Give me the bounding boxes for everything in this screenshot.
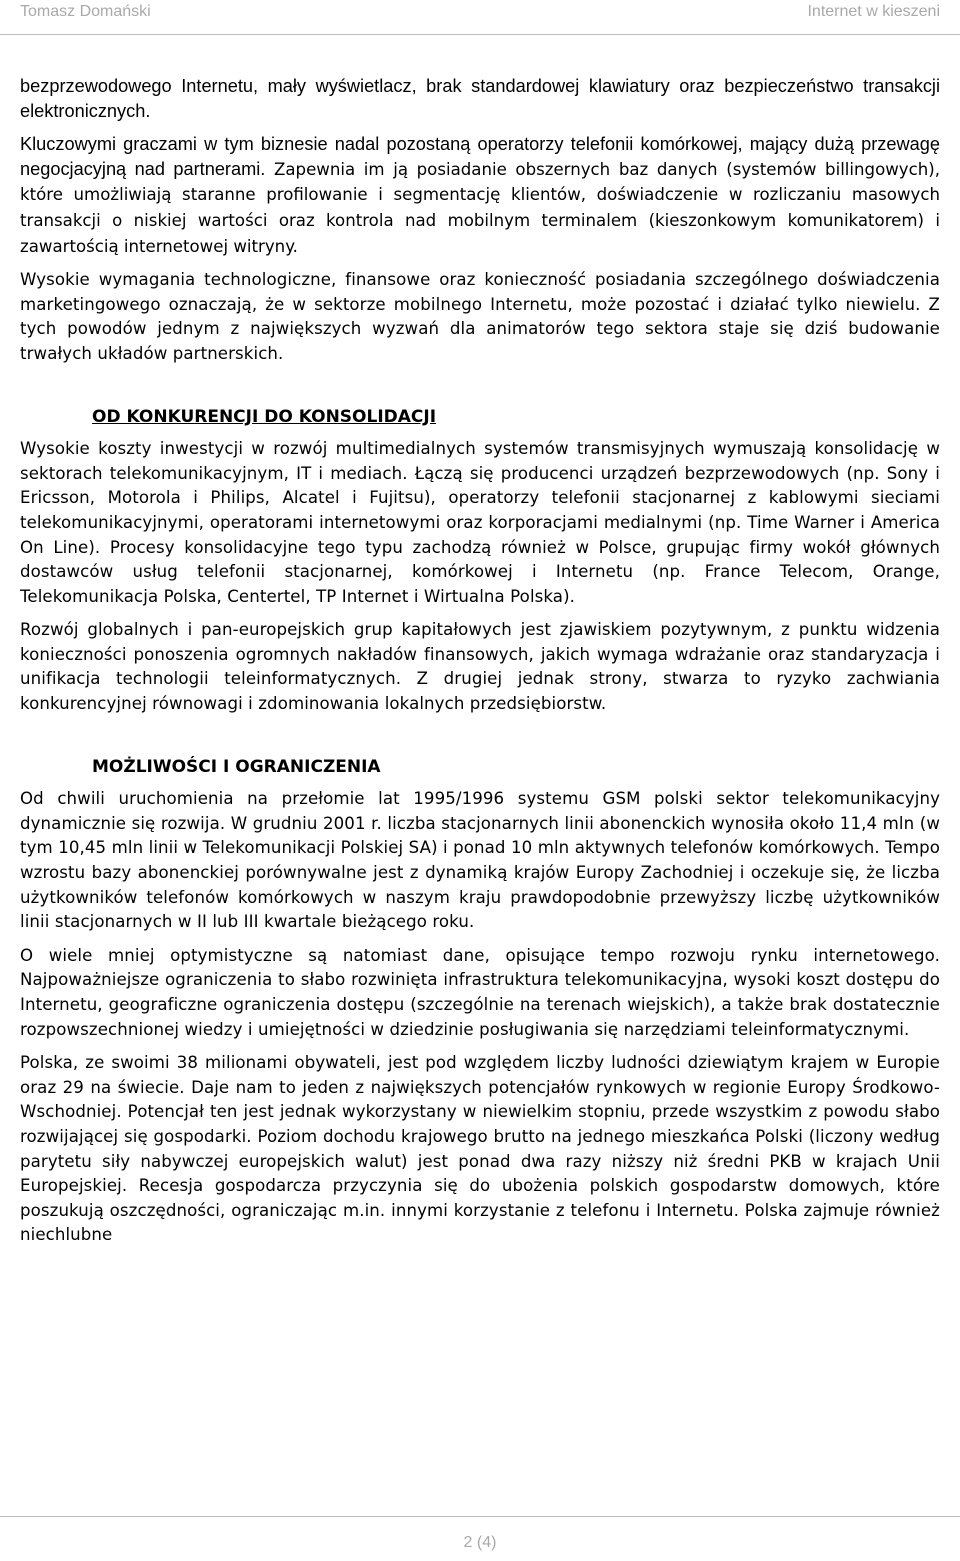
- document-body: [20, 74, 940, 1257]
- paragraph: Rozwój globalnych i pan-europejskich grup kapitałowych jest zjawiskiem pozytywnym, z punktu widzenia konieczności ponoszenia ogromnych nakładów finansowych, jakich wymaga wdrażanie oraz standaryzacja i unifikacja technologii teleinformatycznych. Z drugiej jednak strony, stwarza to ryzyko zachwiania konkurencyjnej równowagi i zdominowania lokalnych przedsiębiorstw.: [20, 620, 940, 714]
- paragraph: Polska, ze swoimi 38 milionami obywateli, jest pod względem liczby ludności dziewiątym krajem w Europie oraz 29 na świecie. Daje nam to jeden z największych potencjałów rynkowych w regionie Europy Środkowo-Wschodniej. Potencjał ten jest jednak wykorzystany w niewielkim stopniu, przede wszystkim z powodu słabo rozwijającej się gospodarki. Poziom dochodu krajowego brutto na jednego mieszkańca Polski (liczony według parytetu siły nabywczej europejskich walut) jest ponad dwa razy niższy niż średni PKB w krajach Unii Europejskiej. Recesja gospodarcza przyczynia się do ubożenia polskich gospodarstw domowych, które poszukują oszczędności, ograniczając m.in. innymi korzystanie z telefonu i Internetu. Polska zajmuje również niechlubne: [20, 1053, 940, 1245]
- footer-divider: [0, 1516, 960, 1517]
- header-divider: [0, 34, 960, 35]
- page-header: [20, 3, 940, 25]
- header-author: Tomasz Domański: [20, 3, 151, 20]
- paragraph: Wysokie wymagania technologiczne, finansowe oraz konieczność posiadania szczególnego doświadczenia marketingowego oznaczają, że w sektorze mobilnego Internetu, może pozostać i działać tylko niewielu. Z tych powodów jednym z największych wyzwań dla animatorów tego sektora staje się dziś budowanie trwałych układów partnerskich.: [20, 270, 940, 363]
- paragraph: bezprzewodowego Internetu, mały wyświetlacz, brak standardowej klawiatury oraz bezpieczeństwo transakcji elektronicznych.: [20, 76, 940, 121]
- section-heading: OD KONKURENCJI DO KONSOLIDACJI: [92, 406, 437, 427]
- paragraph: Od chwili uruchomienia na przełomie lat 1995/1996 systemu GSM polski sektor telekomunikacyjny dynamicznie się rozwija. W grudniu 2001 r. liczba stacjonarnych linii abonenckich wynosiła około 11,4 mln (w tym 10,45 mln linii w Telekomunikacji Polskiej SA) i ponad 10 mln aktywnych telefonów komórkowych. Tempo wzrostu bazy abonenckiej porównywalne jest z dynamiką krajów Europy Zachodniej i oczekuje się, że liczba użytkowników telefonów komórkowych w naszym kraju prawdopodobnie przewyższy liczbę użytkowników linii stacjonarnych w II lub III kwartale bieżącego roku.: [20, 789, 940, 932]
- paragraph-text: Kluczowymi graczami w tym biznesie nadal pozostaną operatorzy telefonii komórkowej, mający dużą przewagę negocjacyjną nad partnerami.: [20, 134, 940, 179]
- header-title: Internet w kieszeni: [807, 3, 940, 20]
- page-number: 2 (4): [463, 1534, 497, 1551]
- section-heading: MOŻLIWOŚCI I OGRANICZENIA: [92, 756, 381, 777]
- paragraph: O wiele mniej optymistyczne są natomiast dane, opisujące tempo rozwoju rynku internetowego. Najpoważniejsze ograniczenia to słabo rozwinięta infrastruktura telekomunikacyjna, wysoki koszt dostępu do Internetu, geograficzne ograniczenia dostępu (szczególnie na terenach wiejskich), a także brak dostatecznie rozpowszechnionej wiedzy i umiejętności w dziedzinie posługiwania się narzędziami teleinformatycznymi.: [20, 945, 940, 1039]
- paragraph-text: Zapewnia im ją posiadanie obszernych baz danych (systemów billingowych), które umożliwiają staranne profilowanie i segmentację klientów, doświadczenie w rozliczaniu masowych transakcji o niskiej wartości oraz kontrola nad mobilnym terminalem (kieszonkowym komunikatorem) i zawartością internetowej witryny.: [20, 159, 941, 256]
- paragraph: Wysokie koszty inwestycji w rozwój multimedialnych systemów transmisyjnych wymuszają konsolidację w sektorach telekomunikacyjnym, IT i mediach. Łączą się producenci urządzeń bezprzewodowych (np. Sony i Ericsson, Motorola i Philips, Alcatel i Fujitsu), operatorzy telefonii stacjonarnej z kablowymi sieciami telekomunikacyjnymi, operatorami internetowymi oraz korporacjami medialnymi (np. Time Warner i America On Line). Procesy konsolidacyjne tego typu zachodzą również w Polsce, grupując firmy wokół głównych dostawców usług telefonii stacjonarnej, komórkowej i Internetu (np. France Telecom, Orange, Telekomunikacja Polska, Centertel, TP Internet i Wirtualna Polska).: [20, 439, 940, 606]
- paragraph: [20, 132, 940, 259]
